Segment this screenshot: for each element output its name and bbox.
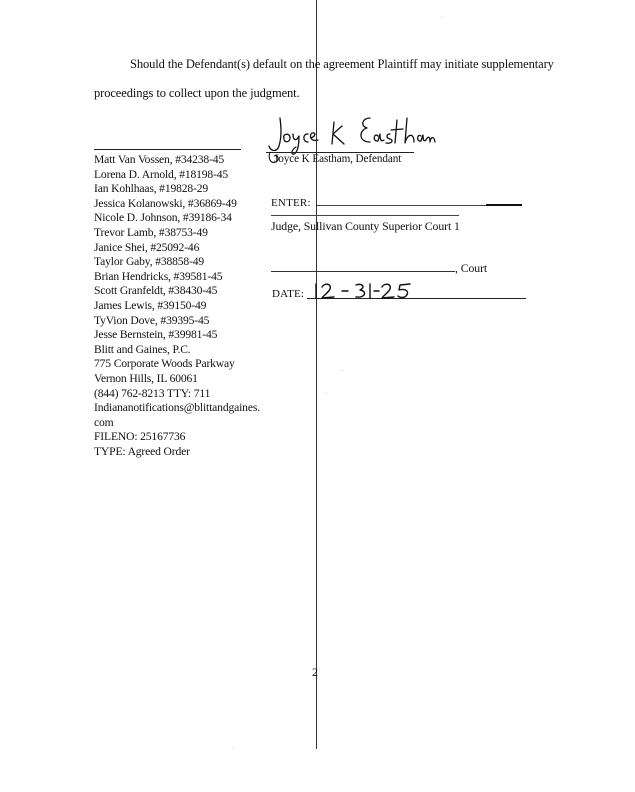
page-number: 2 (312, 665, 318, 679)
attorney-entry: Scott Granfeldt, #38430-45 (94, 284, 218, 298)
paragraph-line-2: proceedings to collect upon the judgment. (94, 86, 300, 100)
scan-speck (441, 17, 442, 18)
judge-label: Judge, Sullivan County Superior Court 1 (271, 219, 460, 233)
attorney-entry: Jessica Kolanowski, #36869-49 (94, 196, 237, 210)
date-label: DATE: (272, 288, 305, 300)
enter-label: ENTER: (271, 197, 311, 209)
scan-speck (326, 393, 327, 394)
attorney-entry: Janice Shei, #25092-46 (94, 240, 200, 254)
scan-artifact-vertical-line (316, 0, 317, 749)
attorney-block (94, 153, 260, 459)
attorney-entry: Ian Kohlhaas, #19828-29 (94, 182, 209, 196)
attorney-entry: Brian Hendricks, #39581-45 (94, 269, 223, 283)
attorney-entry: TyVion Dove, #39395-45 (94, 313, 210, 327)
court-suffix-label: , Court (455, 261, 488, 275)
attorney-entry: Trevor Lamb, #38753-49 (94, 225, 208, 239)
attorney-entry: Lorena D. Arnold, #18198-45 (94, 167, 229, 181)
scan-speck (233, 747, 234, 748)
enter-line-thick-end (486, 204, 522, 206)
paragraph-line-1: Should the Defendant(s) default on the agreement Plaintiff may initiate supplementary (130, 57, 554, 71)
attorney-entry: Taylor Gaby, #38858-49 (94, 255, 205, 269)
court-name-line (271, 271, 455, 272)
attorney-signature-line (94, 149, 241, 150)
document-type: TYPE: Agreed Order (94, 444, 190, 458)
file-number: FILENO: 25167736 (94, 430, 186, 444)
scan-speck (342, 370, 343, 371)
firm-address-line-2: Vernon Hills, IL 60061 (94, 371, 198, 385)
attorney-entry: Nicole D. Johnson, #39186-34 (94, 211, 232, 225)
attorney-entry: James Lewis, #39150-49 (94, 298, 207, 312)
defendant-printed-name: Joyce K Eastham, Defendant (274, 153, 402, 165)
firm-email-line-1: Indiananotifications@blittandgaines. (94, 401, 260, 415)
firm-email-line-2: com (94, 415, 114, 429)
attorney-entry: Jesse Bernstein, #39981-45 (94, 328, 218, 342)
attorney-entry: Matt Van Vossen, #34238-45 (94, 153, 225, 166)
firm-phone: (844) 762-8213 TTY: 711 (94, 386, 211, 400)
judge-signature-line (271, 215, 459, 216)
firm-address-line-1: 775 Corporate Woods Parkway (94, 357, 235, 371)
date-handwritten (312, 281, 452, 301)
firm-name: Blitt and Gaines, P.C. (94, 342, 191, 356)
signature-overlap-mark (266, 150, 286, 168)
